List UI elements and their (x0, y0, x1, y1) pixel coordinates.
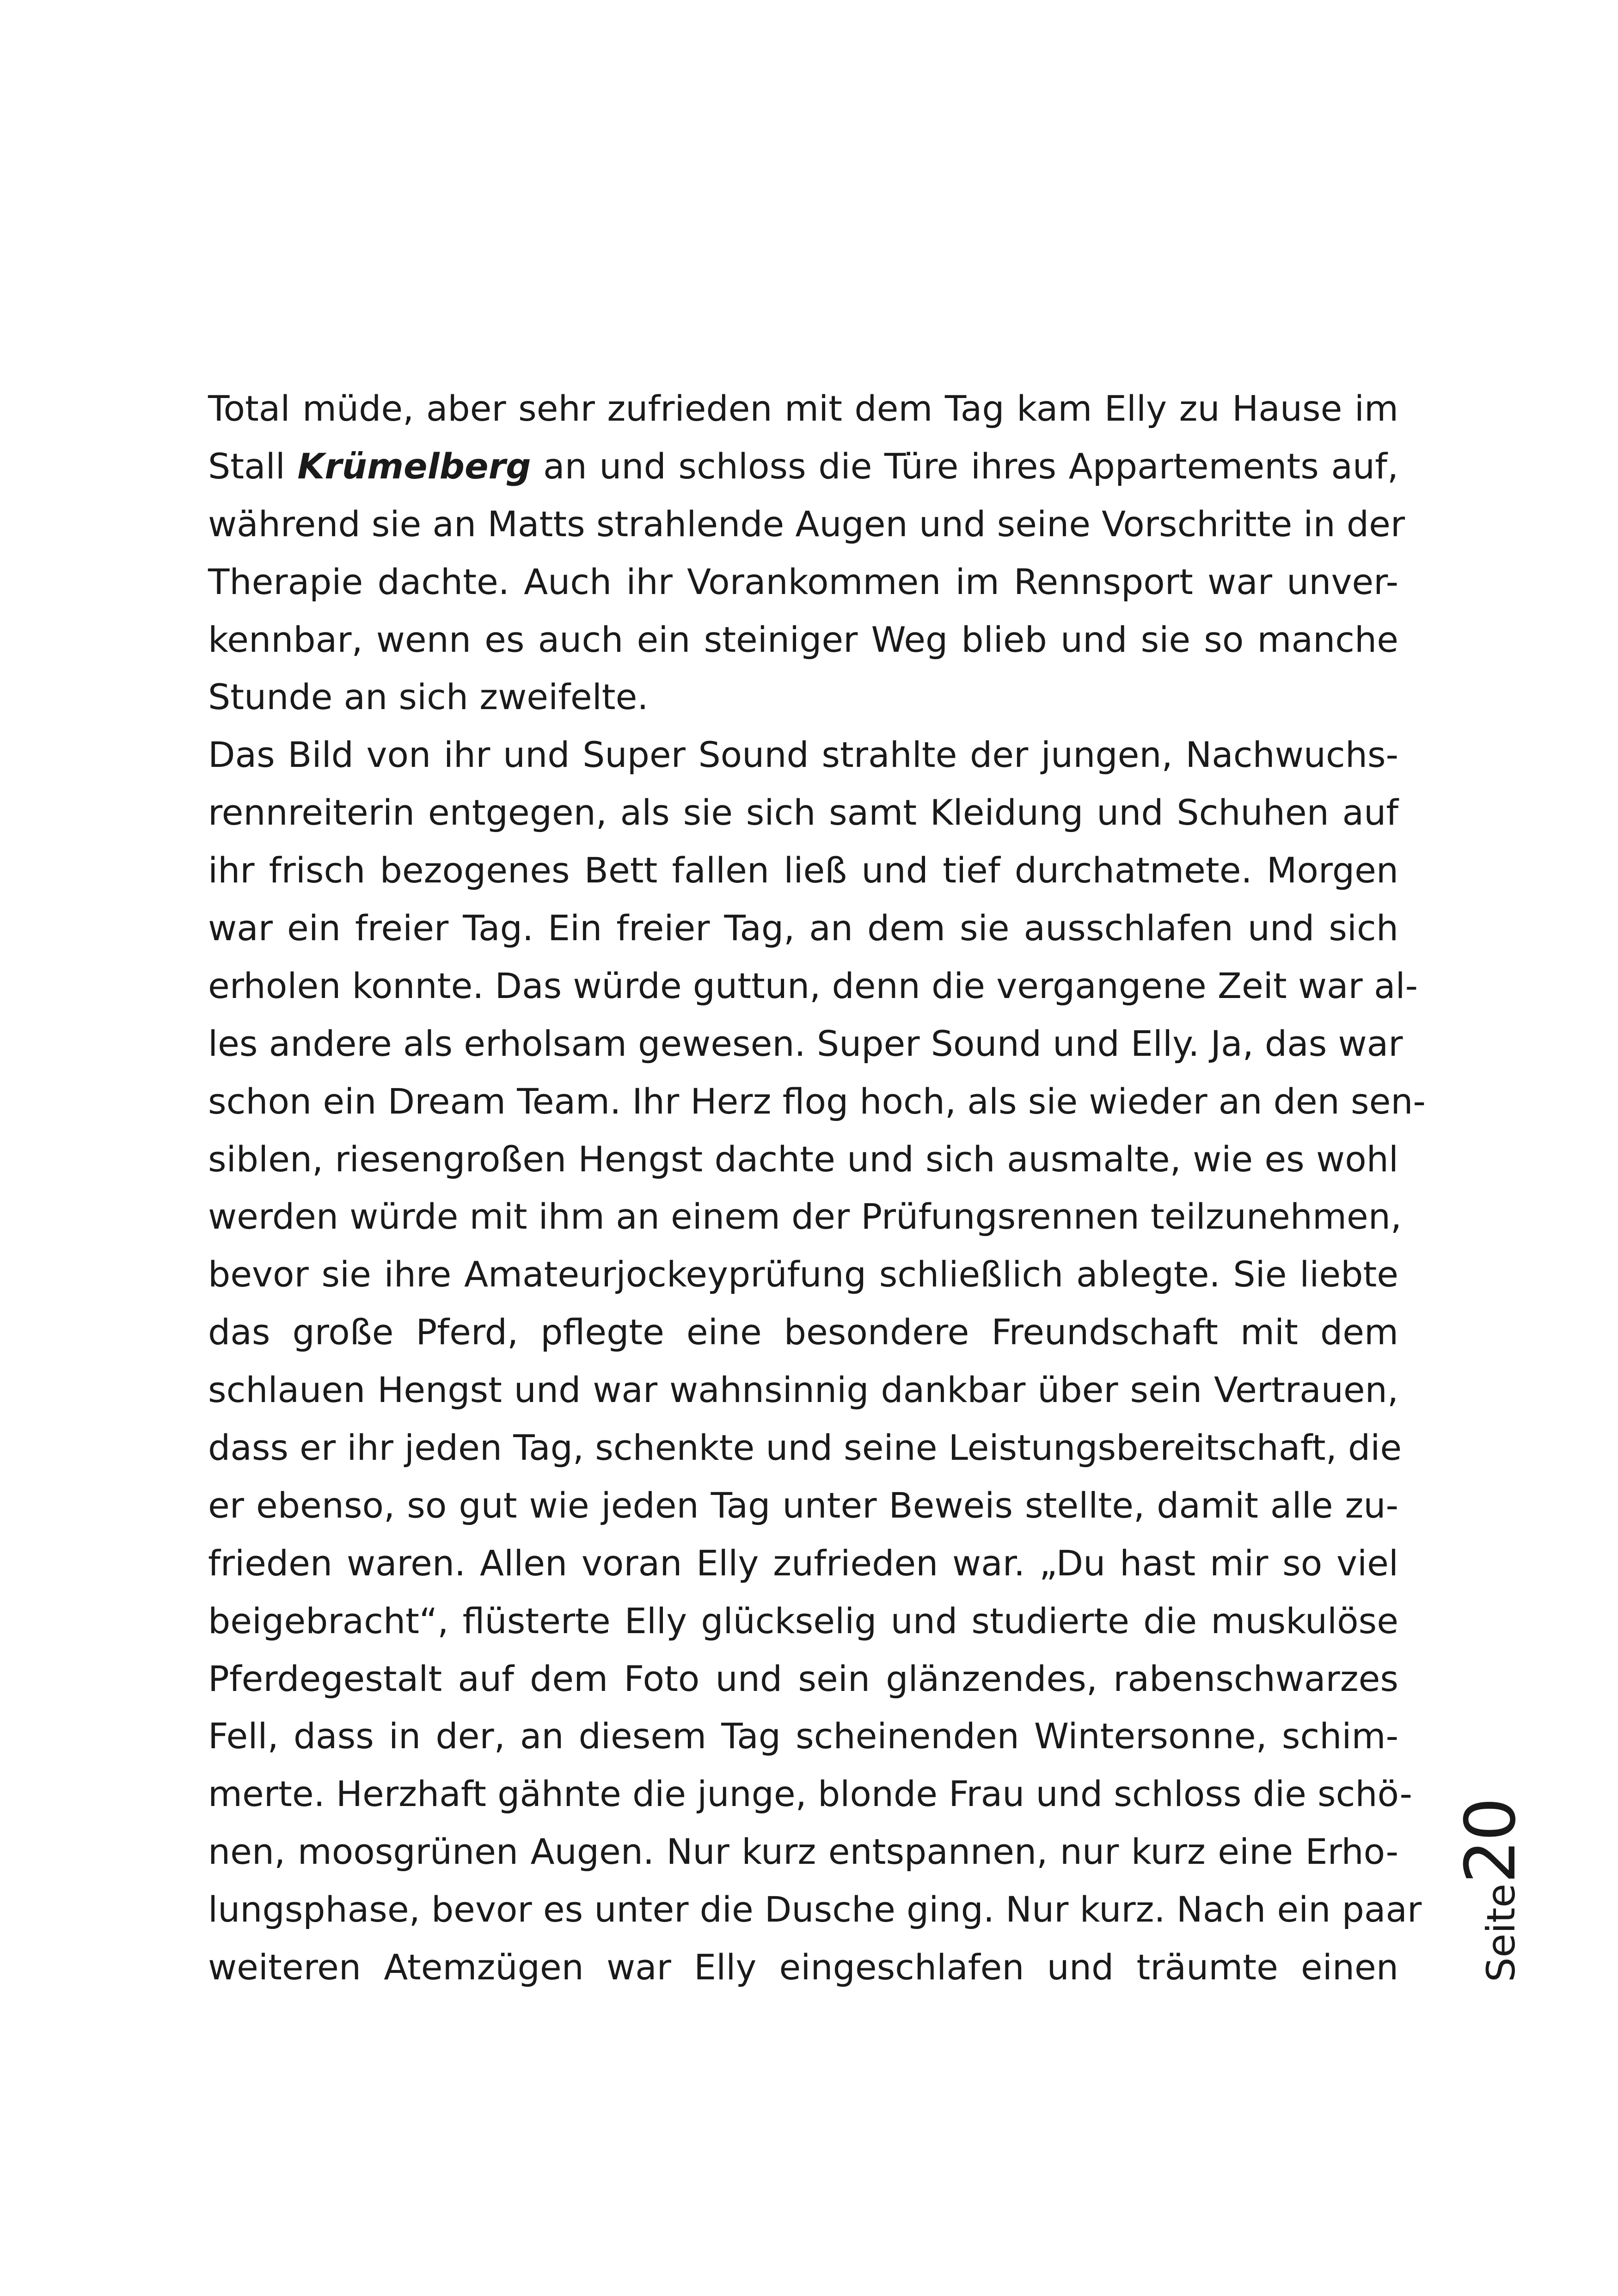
text-line: Pferdegestalt auf dem Foto und sein glänzendes, rabenschwarzes (208, 1658, 1398, 1699)
text-line: les andere als erholsam gewesen. Super Sound und Elly. Ja, das war (208, 1022, 1403, 1064)
text-line: lungsphase, bevor es unter die Dusche ging. Nur kurz. Nach ein paar (208, 1889, 1422, 1930)
text-fragment: an und schloss die Türe ihres Appartements auf, (531, 445, 1398, 487)
text-line: merte. Herzhaft gähnte die junge, blonde Frau und schloss die schö- (208, 1773, 1412, 1815)
text-line: dass er ihr jeden Tag, schenkte und seine Leistungsbereitschaft, die (208, 1427, 1402, 1469)
text-line: Total müde, aber sehr zufrieden mit dem Tag kam Elly zu Hause im (208, 388, 1398, 429)
text-line: bevor sie ihre Amateurjockeyprüfung schließlich ablegte. Sie liebte (208, 1254, 1398, 1295)
text-line: Fell, dass in der, an diesem Tag scheinenden Wintersonne, schim- (208, 1715, 1398, 1757)
text-line: kennbar, wenn es auch ein steiniger Weg blieb und sie so manche (208, 618, 1398, 660)
text-line: werden würde mit ihm an einem der Prüfungsrennen teilzunehmen, (208, 1196, 1402, 1237)
text-fragment: Stall (208, 445, 298, 487)
text-line: weiteren Atemzügen war Elly eingeschlafen und träumte einen (208, 1947, 1398, 1988)
text-line: schlauen Hengst und war wahnsinnig dankbar über sein Vertrauen, (208, 1369, 1398, 1411)
text-line: das große Pferd, pflegte eine besondere Freundschaft mit dem (208, 1311, 1398, 1353)
text-line: Das Bild von ihr und Super Sound strahlte der jungen, Nachwuchs- (208, 734, 1398, 776)
text-line: nen, moosgrünen Augen. Nur kurz entspannen, nur kurz eine Erho- (208, 1831, 1398, 1873)
page-label: Seite (1478, 1883, 1524, 1982)
page-number-marker (1440, 1794, 1542, 1988)
text-line: ihr frisch bezogenes Bett fallen ließ und tief durchatmete. Morgen (208, 850, 1398, 891)
body-text (208, 380, 1426, 1996)
text-line: siblen, riesengroßen Hengst dachte und sich ausmalte, wie es wohl (208, 1138, 1398, 1180)
page-number-rotated (1451, 1799, 1531, 1982)
text-line: Therapie dachte. Auch ihr Vorankommen im Rennsport war unver- (208, 561, 1398, 602)
page-number: 20 (1451, 1799, 1531, 1884)
text-line: Stunde an sich zweifelte. (208, 676, 649, 718)
text-line: während sie an Matts strahlende Augen und seine Vorschritte in der (208, 503, 1405, 545)
text-line: schon ein Dream Team. Ihr Herz flog hoch, als sie wieder an den sen- (208, 1080, 1426, 1122)
text-line: rennreiterin entgegen, als sie sich samt Kleidung und Schuhen auf (208, 792, 1398, 833)
text-line: beigebracht“, flüsterte Elly glückselig und studierte die muskulöse (208, 1600, 1398, 1641)
text-line: frieden waren. Allen voran Elly zufrieden war. „Du hast mir so viel (208, 1542, 1398, 1584)
text-line: er ebenso, so gut wie jeden Tag unter Beweis stellte, damit alle zu- (208, 1484, 1398, 1526)
text-line: war ein freier Tag. Ein freier Tag, an dem sie ausschlafen und sich (208, 907, 1398, 949)
stable-name: Krümelberg (297, 445, 531, 487)
text-line: erholen konnte. Das würde guttun, denn die vergangene Zeit war al- (208, 965, 1418, 1006)
text-line (208, 438, 1398, 496)
